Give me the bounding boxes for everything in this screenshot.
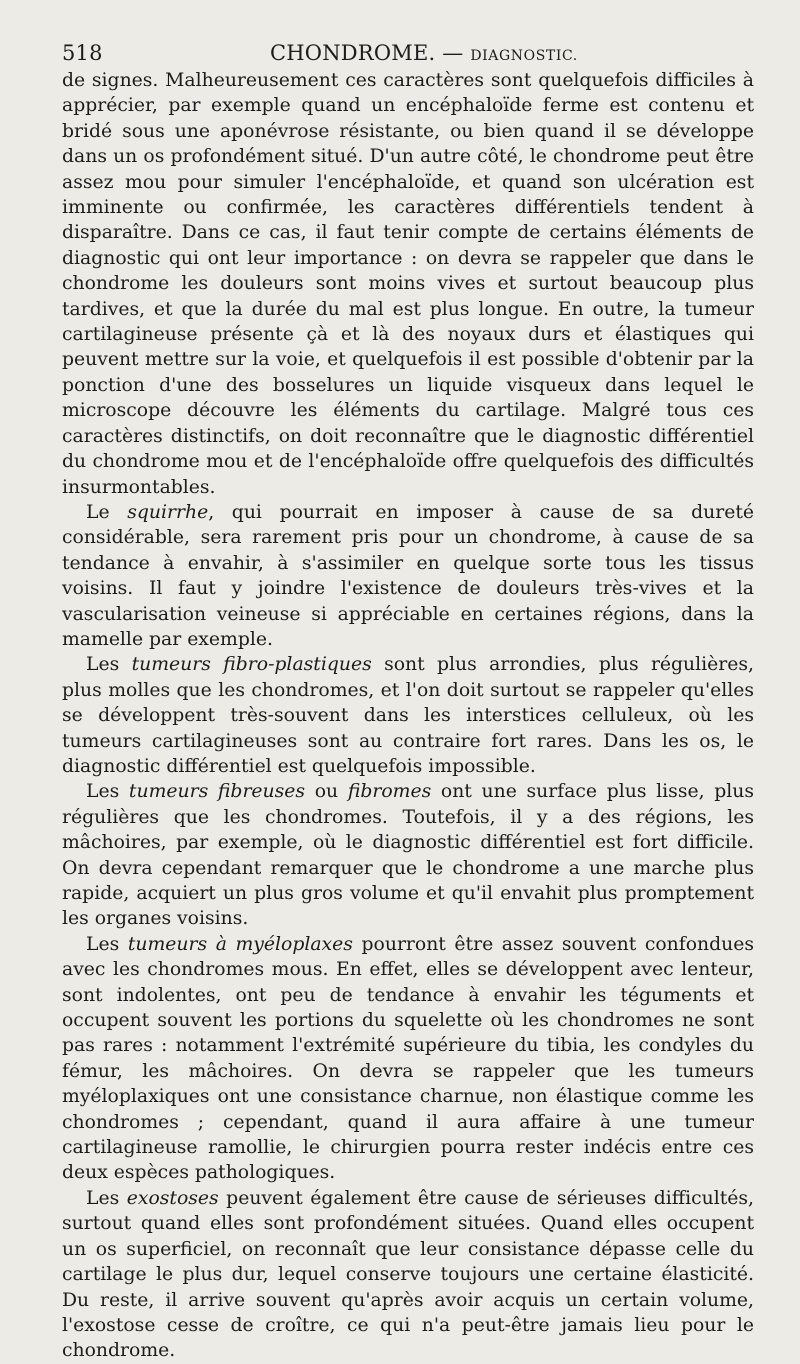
paragraph-text: ont une surface plus lisse, plus régulières que les chondromes. Toutefois, il y a des régions, les mâchoires, par exemple, où le diagnostic différentiel est fort difficile. On devra cependant remarquer que le chondrome a une marche plus rapide, acquiert un plus gros volume et qu'il envahit plus promptement les organes voisins.: [62, 781, 754, 930]
title-separator: —: [435, 41, 471, 65]
paragraph-text: peuvent également être cause de sérieuses difficultés, surtout quand elles sont profondément situées. Quand elles occupent un os superficiel, on reconnaît que leur consistance dépasse celle du cartilage le plus dur, lequel conserve toujours une certaine élasticité. Du reste, il arrive souvent qu'après avoir acquis un certain volume, l'exostose cesse de croître, ce qui n'a peut-être jamais lieu pour le chondrome.: [62, 1187, 754, 1362]
running-head: [62, 38, 754, 68]
section-subtitle: DIAGNOSTIC.: [470, 48, 578, 64]
paragraph-squirrhe: [62, 500, 754, 652]
paragraph-text: ou: [305, 781, 348, 803]
paragraph-text: de signes. Malheureusement ces caractères sont quelquefois difficiles à apprécier, par exemple quand un encéphaloïde ferme est contenu et bridé sous une aponévrose résistante, ou bien quand il se développe dans un os profondément situé. D'un autre côté, le chondrome peut être assez mou pour simuler l'encéphaloïde, et quand son ulcération est imminente ou confirmée, les caractères différentiels tendent à disparaître. Dans ce cas, il faut tenir compte de certains éléments de diagnostic qui ont leur importance : on devra se rappeler que dans le chondrome les douleurs sont moins vives et surtout beaucoup plus tardives, et que la durée du mal est plus longue. En outre, la tumeur cartilagineuse présente çà et là des noyaux durs et élastiques qui peuvent mettre sur la voie, et quelquefois il est possible d'obtenir par la ponction d'une des bosselures un liquide visqueux dans lequel le microscope découvre les éléments du cartilage. Malgré tous ces caractères distinctifs, on doit reconnaître que le diagnostic différentiel du chondrome mou et de l'encéphaloïde offre quelquefois des difficultés insurmontables.: [62, 70, 754, 498]
paragraph-exostoses: [62, 1186, 754, 1364]
paragraph-tumeurs-fibreuses: [62, 779, 754, 931]
paragraph-text: , qui pourrait en imposer à cause de sa dureté considérable, sera rarement pris pour un chondrome, à cause de sa tendance à envahir, à s'assimiler en quelque sorte tous les tissus voisins. Il faut y joindre l'existence de douleurs très-vives et la vascularisation veineuse si appréciable en certaines régions, dans la mamelle par exemple.: [62, 501, 755, 650]
running-title: [270, 38, 578, 71]
paragraph-text: Les: [86, 1187, 127, 1209]
paragraph-text: Le: [86, 501, 128, 523]
italic-term-fibromes: fibromes: [347, 781, 432, 803]
paragraph-text: pourront être assez souvent confondues avec les chondromes mous. En effet, elles se développent avec lenteur, sont indolentes, ont peu de tendance à envahir les téguments et occupent souvent les portions du squelette où les chondromes ne sont pas rares : notamment l'extrémité supérieure du tibia, les condyles du fémur, les mâchoires. On devra se rappeler que les tumeurs myéloplaxiques ont une consistance charnue, non élastique comme les chondromes ; cependant, quand il aura affaire à une tumeur cartilagineuse ramollie, le chirurgien pourra rester indécis entre ces deux espèces pathologiques.: [62, 933, 755, 1184]
chapter-title: CHONDROME.: [270, 41, 436, 65]
italic-term-tumeurs-fibreuses: tumeurs fibreuses: [128, 781, 306, 803]
paragraph-tumeurs-fibro-plastiques: [62, 652, 754, 779]
paragraph-tumeurs-myeloplaxes: [62, 932, 754, 1186]
paragraph-text: Les: [86, 654, 132, 676]
italic-term-exostoses: exostoses: [126, 1187, 219, 1209]
paragraph-encephaloide-continued: [62, 68, 754, 500]
italic-term-fibro-plastiques: tumeurs fibro-plastiques: [131, 654, 372, 676]
paragraph-text: Les: [86, 781, 129, 803]
italic-term-squirrhe: squirrhe: [127, 501, 209, 523]
page-number: 518: [62, 41, 103, 65]
paragraph-text: Les: [86, 933, 128, 955]
paragraph-text: sont plus arrondies, plus régulières, plus molles que les chondromes, et l'on doit surtout se rappeler qu'elles se développent très-souvent dans les interstices celluleux, où les tumeurs cartilagineuses sont au contraire fort rares. Dans les os, le diagnostic différentiel est quelquefois impossible.: [62, 654, 754, 777]
italic-term-myeloplaxes: tumeurs à myéloplaxes: [127, 933, 353, 955]
body-text: [62, 68, 754, 1364]
